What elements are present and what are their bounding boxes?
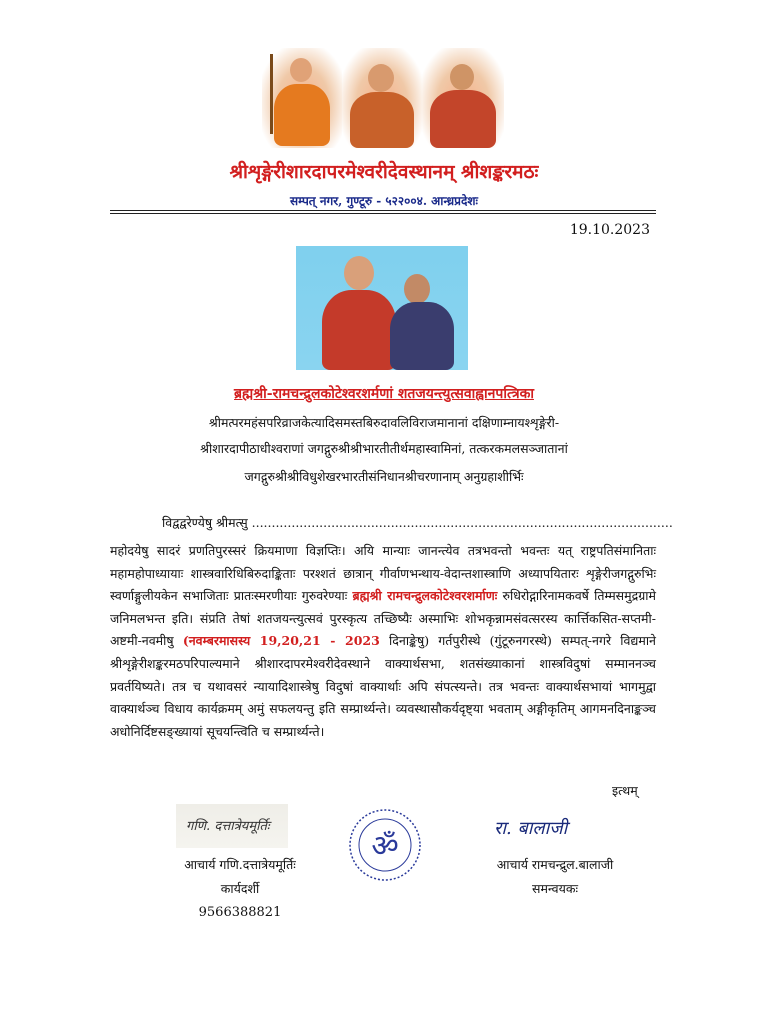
- honoree-photo: [296, 246, 468, 370]
- temple-address: सम्पत् नगर, गुण्टूरु - ५२२००४. आन्ध्रप्रदेशः: [290, 194, 478, 208]
- blessing-line-2: श्रीशारदापीठाधीश्वराणां जगद्गुरुश्रीश्रीभारतीतीर्थमहास्वामिनां, तत्करकमलसञ्जातानां: [200, 441, 568, 456]
- closing: इत्थम्: [612, 783, 638, 798]
- secretary-name: आचार्य गणि.दत्तात्रेयमूर्तिः: [184, 857, 296, 872]
- temple-title: श्रीशृङ्गेरीशारदापरमेश्वरीदेवस्थानम् श्रीशङ्करमठः: [229, 161, 539, 183]
- invitation-heading: ब्रह्मश्री-रामचन्द्रुलकोटेश्वरशर्मणां शतजयन्त्युत्सवाह्वानपत्त्रिका: [234, 386, 534, 402]
- invitation-body: [110, 540, 656, 743]
- signature-secretary: [176, 804, 288, 848]
- signature-coordinator: रा. बालाजी: [494, 818, 568, 839]
- event-dates: (नवम्बरमासस्य 19,20,21 - 2023: [182, 633, 380, 649]
- blessing-line-3: जगद्गुरुश्रीश्रीविधुशेखरभारतीसंनिधानश्रीचरणानाम् अनुग्रहाशीर्भिः: [244, 469, 524, 484]
- portrait-shankaracharya-1: [342, 48, 422, 148]
- body-part-1: महोदयेषु सादरं प्रणतिपुरस्सरं क्रियमाणा विज्ञप्तिः। अयि मान्याः जानन्त्येव तत्रभवन्तो भवन्तः यत् राष्ट्रपतिसंमानिताः महामहोपाध्यायाः शास्त्रवारिधिबिरुदाङ्किताः परश्शतं छात्रान् गीर्वाणभन्थाय-वेदान्तशास्त्राणि अध्यापयितारः शृङ्गेरीजगद्गुरुभिः स्वर्णाङ्गुलीयकेन सभाजिताः प्रातःस्मरणीयाः गुरुवरेण्याः: [110, 543, 656, 604]
- secretary-phone: 9566388821: [198, 905, 282, 920]
- blessing-line-1: श्रीमत्परमहंसपरिव्राजकेत्यादिसमस्तबिरुदावलिविराजमानानां दक्षिणाम्नायश्शृङ्गेरी-: [208, 415, 560, 430]
- honoree-name: ब्रह्मश्री रामचन्द्रुलकोटेश्वरशर्माणः: [352, 588, 498, 604]
- coordinator-name: आचार्य रामचन्द्रुल.बालाजी: [496, 857, 614, 872]
- signature-secretary-text: गणि. दत्तात्रेयमूर्तिः: [186, 819, 270, 834]
- portrait-adi-shankara: [262, 48, 344, 148]
- body-part-2: रुधिरोद्गारिनामकवर्षे तिम्मसमुद्रग्रामे जनिमलभन्त इति। संप्रति तेषां शतजयन्त्युत्सवं पुरस्कृत्य तच्छिष्यैः अस्माभिः शोभकृन्नामसंवत्सरस्य कार्त्तिकसित-सप्तमी-अष्टमी-नवमीषु: [110, 588, 656, 649]
- om-seal-icon: [348, 808, 422, 882]
- body-part-3: दिनाङ्केषु) गर्तपुरीस्थे (गुंटूरुनगरस्थे) सम्पत्-नगरे विद्यमाने श्रीशृङ्गेरीशङ्करमठपरिपाल्यमाने श्रीशारदापरमेश्वरीदेवस्थाने वाक्यार्थसभा, शतसंख्याकानां शास्त्रविदुषां सम्माननञ्च प्रवर्तयिष्यते। तत्र च यथावसरं न्यायादिशास्त्रेषु विदुषां वाक्यार्थाः अपि संपत्स्यन्ते। तत्र भवन्तः वाक्यार्थसभायां भागमुद्वा वाक्यार्थञ्च विधाय कार्यक्रमम् अमुं सफलयन्तु इति सम्प्रार्थ्यन्ते। व्यवस्थासौकर्यदृष्ट्या भवताम् अङ्गीकृतिम् आगमनदिनाङ्कञ्च अधोनिर्दिष्टसङ्ख्यायां सूचयन्त्विति च सम्प्रार्थ्यन्ते।: [110, 633, 656, 739]
- seal-om: ॐ: [371, 829, 399, 864]
- salutation: विद्वद्वरेण्येषु श्रीमत्सु ..........................................................................................................: [162, 515, 673, 530]
- letter-date: 19.10.2023: [569, 222, 650, 238]
- portrait-shankaracharya-2: [422, 48, 504, 148]
- coordinator-role: समन्वयकः: [532, 881, 578, 896]
- header-divider: [110, 210, 656, 214]
- secretary-role: कार्यदर्शी: [220, 881, 260, 896]
